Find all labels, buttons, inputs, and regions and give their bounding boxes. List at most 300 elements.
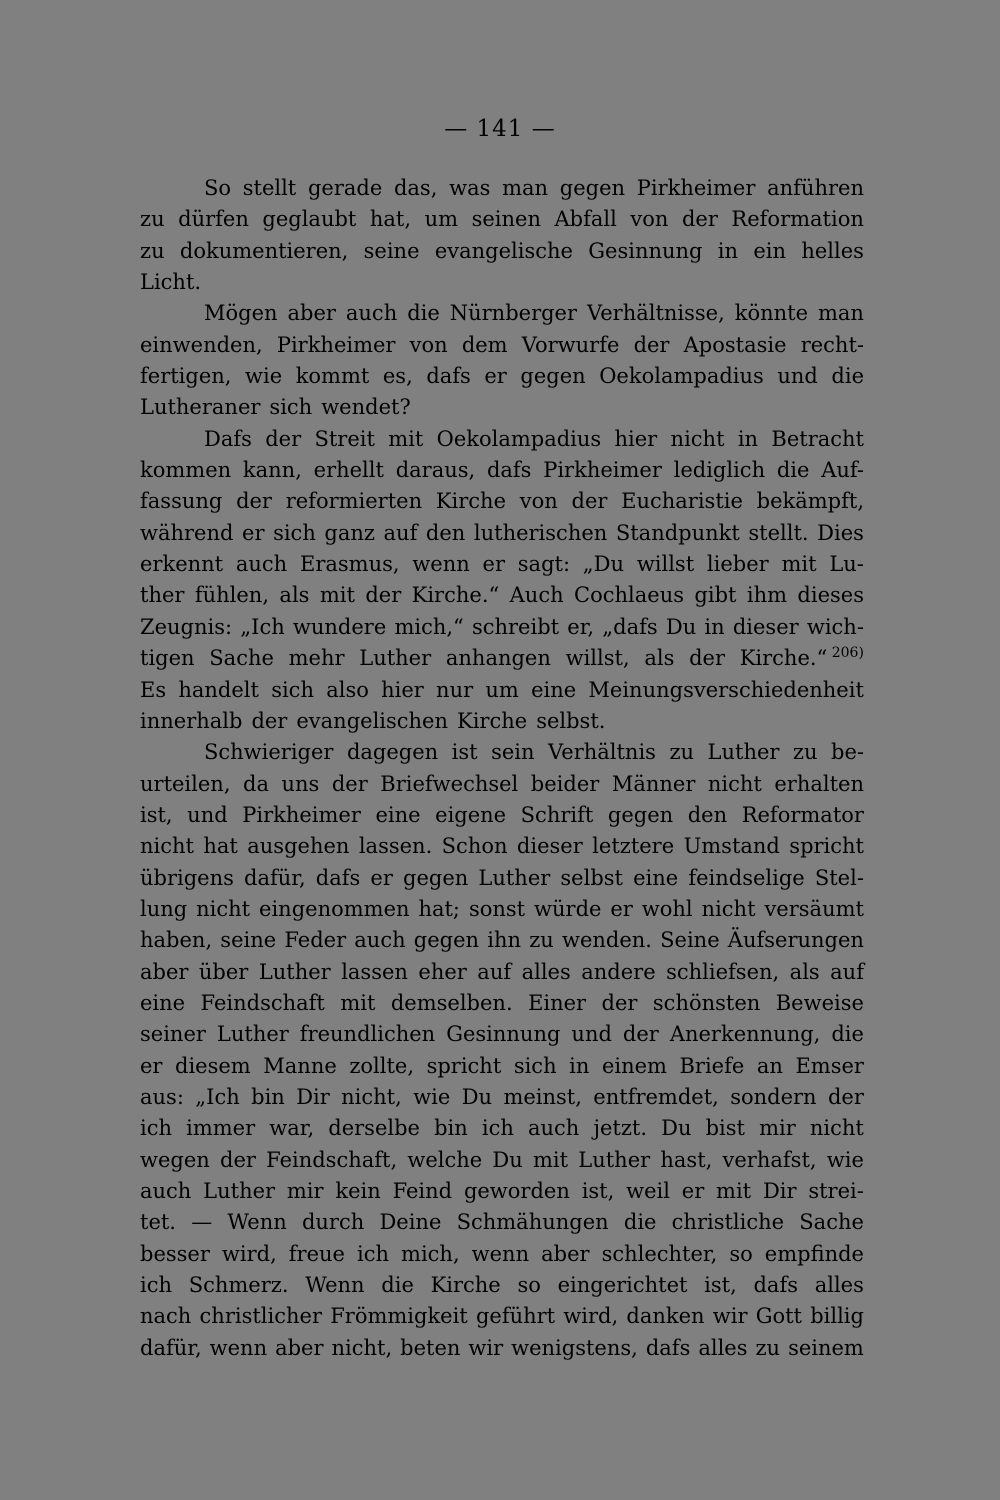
word: gegen bbox=[413, 928, 480, 953]
word: der bbox=[622, 1022, 659, 1047]
word: tet. bbox=[140, 1210, 176, 1235]
word: um bbox=[424, 207, 459, 232]
word: mir bbox=[286, 1179, 324, 1203]
word: stellt bbox=[242, 176, 297, 200]
word: sich bbox=[513, 1053, 557, 1078]
word: also bbox=[326, 677, 369, 702]
word: da bbox=[243, 771, 269, 796]
word: ther bbox=[140, 583, 185, 608]
word: auf bbox=[383, 520, 418, 545]
word: hat; bbox=[418, 896, 461, 921]
text-line bbox=[140, 486, 864, 517]
word: Du bbox=[461, 1084, 493, 1109]
word: einwenden, bbox=[140, 332, 263, 357]
word: während bbox=[140, 520, 234, 545]
word: die bbox=[831, 364, 864, 389]
word: wenn bbox=[471, 1241, 530, 1266]
word: der bbox=[331, 771, 368, 796]
word: aber bbox=[287, 301, 336, 326]
word: jetzt. bbox=[593, 1116, 648, 1141]
word: Wenn bbox=[227, 1210, 287, 1235]
word: Gesinnung bbox=[588, 238, 703, 263]
word: freundlichen bbox=[299, 1022, 436, 1047]
text-line bbox=[140, 737, 864, 768]
word: Äufserungen bbox=[727, 928, 864, 953]
word: von bbox=[519, 489, 558, 514]
word: Auf- bbox=[821, 458, 864, 483]
word: um bbox=[485, 677, 519, 702]
text-line bbox=[140, 675, 864, 706]
text-line bbox=[140, 612, 864, 643]
word: Vorwurfe bbox=[521, 332, 620, 357]
word: Eucharistie bbox=[621, 489, 743, 514]
word: Sache bbox=[799, 1210, 864, 1235]
word: die bbox=[776, 458, 810, 483]
word: nicht bbox=[707, 771, 762, 796]
word: willst bbox=[636, 552, 695, 577]
word: Schmerz. bbox=[188, 1273, 289, 1298]
word: der bbox=[689, 646, 725, 671]
word: Oekolampadius bbox=[436, 426, 602, 451]
word: recht- bbox=[800, 332, 864, 357]
word: Beweise bbox=[775, 990, 864, 1015]
text-line bbox=[140, 330, 864, 361]
word: Dir bbox=[762, 1179, 797, 1203]
word: wir bbox=[468, 1335, 504, 1360]
word: feindselige bbox=[688, 865, 805, 890]
word: dagegen bbox=[346, 740, 439, 765]
word: billig bbox=[810, 1304, 864, 1329]
word: nach bbox=[140, 1304, 192, 1329]
text-line bbox=[140, 1333, 864, 1364]
word: wenden. bbox=[561, 928, 652, 953]
word: Briefwechsel bbox=[380, 771, 519, 796]
word: durch bbox=[301, 1210, 365, 1235]
word: war, bbox=[269, 1116, 315, 1141]
text-line bbox=[140, 518, 864, 549]
word: immer bbox=[186, 1116, 256, 1141]
word: von bbox=[409, 332, 448, 357]
word: er, bbox=[567, 614, 595, 639]
word: sich bbox=[269, 395, 313, 420]
word: aber bbox=[541, 1241, 590, 1266]
word: ausgehen bbox=[247, 834, 350, 859]
word: stellt. bbox=[748, 520, 809, 545]
word: geführt bbox=[475, 1304, 556, 1329]
word: Pirkheimer bbox=[636, 176, 756, 200]
word: Umstand bbox=[683, 834, 780, 859]
word: Kirche.“ bbox=[411, 583, 500, 608]
word: wegen bbox=[140, 1147, 210, 1172]
word: alles bbox=[521, 959, 571, 984]
word: Luther bbox=[359, 646, 432, 671]
word: Emser bbox=[795, 1053, 864, 1078]
word: Streit bbox=[314, 426, 375, 451]
word: Luther bbox=[203, 1179, 276, 1203]
word: würde bbox=[534, 896, 602, 921]
word: bekämpft, bbox=[756, 489, 864, 514]
word: dieser bbox=[732, 614, 799, 639]
word: dafs bbox=[753, 1273, 798, 1298]
text-line bbox=[140, 204, 864, 235]
word: wird, bbox=[221, 1241, 277, 1266]
word: es, bbox=[382, 364, 413, 389]
text-line bbox=[140, 1239, 864, 1270]
word: mich, bbox=[401, 1241, 460, 1266]
word: evangelischen bbox=[296, 708, 449, 733]
word: schliefsen, bbox=[666, 959, 780, 984]
word: danken bbox=[626, 1304, 705, 1329]
word: andere bbox=[581, 959, 656, 984]
word: in bbox=[704, 614, 725, 639]
text-line bbox=[140, 706, 864, 737]
word: der bbox=[365, 583, 402, 608]
word: handelt bbox=[178, 677, 259, 702]
text-line bbox=[140, 1301, 864, 1332]
word: die bbox=[407, 301, 440, 326]
word: Es bbox=[140, 677, 167, 702]
word: in bbox=[737, 426, 759, 451]
word: eine bbox=[140, 990, 186, 1015]
word: Apostasie bbox=[683, 332, 787, 357]
word: auf bbox=[477, 959, 512, 984]
word: als bbox=[279, 583, 310, 608]
word: aber bbox=[140, 959, 189, 984]
word: lassen bbox=[341, 959, 408, 984]
word: auf bbox=[830, 959, 864, 984]
word: reformierten bbox=[285, 489, 423, 514]
text-line bbox=[140, 549, 864, 580]
word: er bbox=[140, 1053, 163, 1078]
word: wird, bbox=[563, 1304, 619, 1329]
word: erkennt bbox=[140, 552, 224, 577]
word: anführen bbox=[767, 176, 864, 200]
word: der bbox=[571, 489, 608, 514]
word: Dies bbox=[817, 520, 864, 545]
word: nicht bbox=[701, 896, 756, 921]
word: empfinde bbox=[764, 1241, 864, 1266]
word: wich- bbox=[806, 614, 864, 639]
word: So bbox=[204, 176, 232, 200]
word: Oekolampadius bbox=[599, 364, 764, 389]
word: mit bbox=[716, 1179, 752, 1203]
word: ich bbox=[140, 1273, 173, 1298]
word: mir bbox=[759, 1116, 796, 1141]
word: dürfen bbox=[178, 207, 249, 232]
text-line bbox=[140, 1019, 864, 1050]
word: dieser bbox=[516, 834, 583, 859]
word: gegen bbox=[607, 802, 674, 827]
word: seine bbox=[220, 928, 277, 953]
text-line bbox=[140, 863, 864, 894]
word: evangelische bbox=[434, 238, 573, 263]
word: lutherischen bbox=[473, 520, 608, 545]
word: Du bbox=[665, 614, 697, 639]
word: wundere bbox=[292, 614, 387, 639]
word: hat, bbox=[369, 207, 412, 232]
text-line bbox=[140, 236, 864, 267]
text-line bbox=[140, 800, 864, 831]
word: bin bbox=[434, 1116, 468, 1141]
word: eingerichtet bbox=[557, 1273, 688, 1298]
word: gegen bbox=[559, 176, 626, 200]
word: weil bbox=[626, 1179, 670, 1203]
text-line bbox=[140, 769, 864, 800]
word: zu bbox=[140, 238, 165, 263]
word: dafs bbox=[315, 865, 361, 890]
text-line bbox=[140, 455, 864, 486]
word: eigene bbox=[435, 802, 507, 827]
word: Sache bbox=[209, 646, 274, 671]
word: an bbox=[756, 1053, 783, 1078]
word: wie bbox=[413, 1084, 451, 1109]
word: schreibt bbox=[471, 614, 560, 639]
word: gegen bbox=[403, 865, 469, 890]
word: Lutheraner bbox=[140, 395, 261, 420]
word: die bbox=[381, 1273, 414, 1298]
word: Du bbox=[492, 1147, 523, 1172]
word: Auch bbox=[509, 583, 564, 608]
word: Anerkennung, bbox=[669, 1022, 821, 1047]
word: als bbox=[789, 959, 820, 984]
word: beider bbox=[530, 771, 600, 796]
word: Briefe bbox=[679, 1053, 745, 1078]
word: be- bbox=[831, 740, 864, 765]
word: freue bbox=[288, 1241, 345, 1266]
word: das, bbox=[393, 176, 438, 200]
word: kommen bbox=[140, 458, 232, 483]
word: dafs bbox=[426, 364, 471, 389]
word: willst, bbox=[565, 646, 630, 671]
word: die bbox=[623, 1210, 657, 1235]
word: er bbox=[681, 1179, 705, 1203]
word: ganz bbox=[324, 520, 375, 545]
word: ist, bbox=[140, 802, 173, 827]
word: zu bbox=[755, 1335, 781, 1360]
text-line bbox=[140, 1176, 864, 1207]
word: zu bbox=[140, 207, 165, 232]
word: zu bbox=[792, 740, 818, 765]
text-line bbox=[140, 1113, 864, 1144]
word: den bbox=[425, 520, 466, 545]
word: fassung bbox=[140, 489, 223, 514]
page-number: — 141 — bbox=[444, 116, 556, 142]
word: der bbox=[633, 332, 670, 357]
word: eine bbox=[375, 802, 421, 827]
word: erhalten bbox=[774, 771, 864, 796]
word: besser bbox=[140, 1241, 210, 1266]
word: ihn bbox=[487, 928, 522, 953]
word: Schrift bbox=[520, 802, 594, 827]
word: Licht. bbox=[140, 270, 202, 295]
word: ich bbox=[357, 1241, 390, 1266]
word: urteilen, bbox=[140, 771, 231, 796]
word: man bbox=[502, 176, 549, 200]
word: sich bbox=[271, 677, 314, 702]
footnote-ref: 206) bbox=[827, 645, 864, 662]
word: eingenommen bbox=[259, 896, 410, 921]
word: dafür, bbox=[140, 1335, 202, 1360]
word: wie bbox=[245, 364, 283, 389]
word: könnte bbox=[734, 301, 809, 326]
word: der bbox=[265, 426, 302, 451]
word: derselbe bbox=[328, 1116, 420, 1141]
word: schlechter, bbox=[601, 1241, 718, 1266]
word: „Ich bbox=[240, 614, 285, 639]
word: Seine bbox=[660, 928, 720, 953]
text-line bbox=[140, 988, 864, 1019]
word: er bbox=[370, 865, 393, 890]
word: seinem bbox=[788, 1335, 864, 1360]
word: hast, bbox=[660, 1147, 713, 1172]
word: als bbox=[644, 646, 675, 671]
word: Betracht bbox=[771, 426, 864, 451]
word: „dafs bbox=[602, 614, 658, 639]
word: der bbox=[601, 990, 638, 1015]
word: Wenn bbox=[305, 1273, 365, 1298]
word: über bbox=[198, 959, 249, 984]
text-line bbox=[140, 1207, 864, 1238]
word: mit bbox=[532, 1147, 569, 1172]
word: letztere bbox=[592, 834, 675, 859]
word: Meinungsverschiedenheit bbox=[588, 677, 864, 702]
word: Feindschaft bbox=[200, 990, 325, 1015]
word: nur bbox=[436, 677, 474, 702]
word: aus: bbox=[140, 1084, 184, 1109]
word: dem bbox=[461, 332, 508, 357]
word: welche bbox=[407, 1147, 483, 1172]
word: auch bbox=[345, 301, 398, 326]
word: gibt bbox=[694, 583, 737, 608]
word: so bbox=[517, 1273, 541, 1298]
word: Feindschaft, bbox=[266, 1147, 398, 1172]
word: dafs bbox=[645, 1335, 691, 1360]
word: Stel- bbox=[814, 865, 864, 890]
word: lieber bbox=[706, 552, 769, 577]
word: der bbox=[220, 1147, 256, 1172]
word: mit bbox=[319, 583, 355, 608]
word: Pirkheimer bbox=[276, 332, 396, 357]
word: er bbox=[482, 552, 505, 577]
word: der bbox=[827, 1084, 864, 1109]
word: selbst. bbox=[536, 708, 606, 733]
word: Feder bbox=[284, 928, 347, 953]
word: Schwieriger bbox=[204, 740, 334, 765]
word: wie bbox=[826, 1147, 864, 1172]
word: ist, bbox=[704, 1273, 737, 1298]
word: Du bbox=[661, 1116, 692, 1141]
word: einem bbox=[601, 1053, 667, 1078]
word: fühlen, bbox=[194, 583, 270, 608]
word: sich bbox=[273, 520, 316, 545]
word: diesem bbox=[175, 1053, 251, 1078]
word: auch bbox=[528, 1116, 580, 1141]
word: eher bbox=[418, 959, 467, 984]
word: Luther bbox=[478, 865, 551, 890]
text-line bbox=[140, 267, 864, 298]
word: dieses bbox=[797, 583, 864, 608]
word: hat bbox=[203, 834, 238, 859]
word: und bbox=[777, 364, 818, 389]
word: meinst, bbox=[503, 1084, 582, 1109]
word: zu bbox=[529, 928, 554, 953]
word: und bbox=[187, 802, 228, 827]
word: der bbox=[251, 708, 288, 733]
word: ist, bbox=[581, 1179, 615, 1203]
word: Deine bbox=[379, 1210, 442, 1235]
word: mit bbox=[340, 990, 376, 1015]
word: der bbox=[236, 489, 272, 514]
word: Lu- bbox=[829, 552, 864, 577]
word: Abfall bbox=[554, 207, 617, 232]
text-line bbox=[140, 392, 864, 423]
word: ich bbox=[481, 1116, 514, 1141]
text-line bbox=[140, 1270, 864, 1301]
text-line bbox=[140, 643, 864, 674]
word: gerade bbox=[307, 176, 383, 200]
word: wenn bbox=[209, 1335, 268, 1360]
word: Luther bbox=[216, 1022, 289, 1047]
word: Standpunkt bbox=[615, 520, 740, 545]
word: auch bbox=[140, 1179, 192, 1203]
word: auch bbox=[235, 552, 288, 577]
word: uns bbox=[281, 771, 320, 796]
word: Dir bbox=[296, 1084, 330, 1109]
word: Gesinnung bbox=[446, 1022, 561, 1047]
word: Erasmus, bbox=[299, 552, 400, 577]
word: Kirche bbox=[457, 708, 528, 733]
word: seiner bbox=[140, 1022, 206, 1047]
word: fertigen, bbox=[140, 364, 232, 389]
word: zollte, bbox=[349, 1053, 415, 1078]
word: Reformator bbox=[741, 802, 864, 827]
word: haben, bbox=[140, 928, 213, 953]
word: Kirche bbox=[430, 1273, 501, 1298]
word: Einer bbox=[528, 990, 587, 1015]
word: hier bbox=[614, 426, 658, 451]
word: Dafs bbox=[204, 426, 252, 451]
word: geworden bbox=[463, 1179, 570, 1203]
word: lediglich bbox=[673, 458, 766, 483]
word: eine bbox=[633, 865, 679, 890]
word: in bbox=[569, 1053, 590, 1078]
word: Feind bbox=[392, 1179, 453, 1203]
word: tigen bbox=[140, 646, 195, 671]
word: Kirche bbox=[435, 489, 507, 514]
word: nicht bbox=[140, 834, 194, 859]
word: hier bbox=[381, 677, 424, 702]
word: mit bbox=[388, 426, 424, 451]
word: daraus, bbox=[395, 458, 476, 483]
word: dokumentieren, bbox=[179, 238, 349, 263]
word: er bbox=[610, 896, 633, 921]
word: ich bbox=[140, 1116, 173, 1141]
word: Manne bbox=[263, 1053, 337, 1078]
word: bin bbox=[251, 1084, 285, 1109]
word: selbst bbox=[560, 865, 623, 890]
word: alles bbox=[814, 1273, 864, 1298]
word: Nürnberger bbox=[449, 301, 578, 326]
word: er bbox=[484, 364, 507, 389]
word: dafür, bbox=[244, 865, 306, 890]
word: die bbox=[831, 1022, 864, 1047]
word: „Ich bbox=[195, 1084, 240, 1109]
word: Pirkheimer bbox=[543, 458, 662, 483]
word: kein bbox=[335, 1179, 381, 1203]
word: nicht bbox=[196, 896, 251, 921]
text-line bbox=[140, 298, 864, 329]
text-line bbox=[140, 424, 864, 455]
